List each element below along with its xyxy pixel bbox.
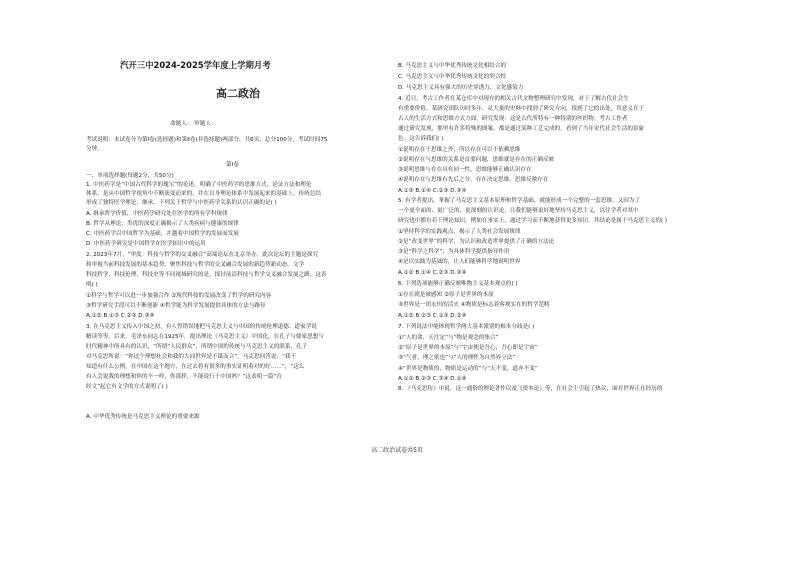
left-line: A. 中华优秀传统是马克思主义理论的重要来源 [86,414,200,420]
right-line: ③“气者，理之依也”与“人的理性为自然界立法” [398,355,516,361]
section-heading: 一、单项选择题(每题2分，共50分) [86,173,174,179]
page-footer: 高二政治试卷共5页 [371,447,423,454]
right-line: A.①② B.②③ C.③④ D.①④ [398,376,467,382]
right-line: 4. 近日，考古工作者在某仓库中对现存的相关古代文物整理研究中发现，对于了解古代社会生 [398,96,629,102]
left-line: 明( ) [86,282,98,288]
volume-title: 第Ⅰ卷 [226,162,239,168]
notice-line-1: 考试说明：本试卷分为第Ⅰ卷(选择题)和第Ⅱ卷(非选择题)两部分，共6页，总分100分，考试时间75 [86,137,328,143]
right-line: ④是以实践为基础的，让人们能够科学地说明世界 [398,259,521,265]
left-line: 知道有什么公例，在中国在这个地方，在过去将有很多的事实证明着对的好……”，“这么 [86,364,305,370]
left-line: 1. 中医药学是“中国古代科学的瑰宝”的论述，明确了中医药学的思维方式、论证方法和理论 [86,182,312,188]
right-line: A.①② B.①④ C.②③ D.③④ [398,270,467,276]
right-line: 5. 有学者提出，掌握了马克思主义基本原理和哲学基础，就能形成一个完整的一套思维，又因为了 [398,198,641,204]
subject-title: 高二政治 [216,87,260,100]
right-line: ②说明存在与思维的关系是首要问题，思维就是存在的正确反映 [398,157,555,163]
right-line: 6. 下列选项能够正确反映唯物主义基本观点的( ) [398,281,518,287]
left-line: A.①② B.①③ C.②③ D.③④ [86,313,155,319]
left-line: ③哲学研究手段可以不断创新 ④哲学能为科学发展提供具体的方法与路径 [86,303,266,309]
right-line: ④说明存在与思维有先后之分，存在决定思维，思维反映存在 [398,177,549,183]
left-line: 时代精神中所具有的认识，“所谓“人民群众”，所谓中国的传统与马克思主义的联系，孔子 [86,344,308,350]
right-line: ④“世界是物质的，物质是运动的”与“天不变，道亦不变” [398,366,538,372]
right-line: ③是“科学之科学”，为具体科学提供指导作用 [398,249,510,255]
left-line: ①科学与哲学可以进一步加强合作 ②现代科技的发展改变了哲学的研究内容 [86,293,272,299]
right-line: ①说明存在于思维之外，所以存在可以不依赖思维 [398,147,521,153]
right-line: 通过研究发现，那里有许多特殊的图案，都是通过某种工艺完成的，看到了当年宋代社会生活的景象 [398,126,645,132]
left-line: 3. 在马克思主义传入中国之初，有人曾错误地把马克思主义与中国的传统伦理道德、道家学说 [86,324,317,330]
left-line: 对马克思所说：“你这个理想社会和我的大同世界是不谋而合”。马克思回答说：“我不 [86,354,297,360]
right-line: D. 马克思主义具有强大的历史穿透力、文化感染力 [398,85,524,91]
left-line: 体系。是从中国哲学视角中不断演变而来的，并在自身理论体系中发展起来的基础上，传统总结 [86,191,321,197]
right-line: ②是“改变世界”的科学，为认识和改造世界提供了正确的方法论 [398,239,555,245]
right-line: ①坚持科学的实践观点，揭示了人类社会发展规律 [398,229,521,235]
left-line: 精读等等。后来，毛泽东同志在1925年，提出理论（马克思主义）中国化，在孔子与儒家思想与 [86,334,324,340]
right-line: 色。这告诉我们( ) [398,136,444,142]
left-line: C. 中医药学以中国哲学为基础，并越着中国哲学的发展而发展 [86,231,239,237]
left-line: 科技哲学、科技伦理、科技史等不同视域研究的是，探讨前沿科技与哲学交叉融合发展之路。这表 [86,272,327,278]
right-line: ②“原子是世界的本原”与“宇宙便是吾心，吾心即是宇宙” [398,345,538,351]
right-line: C. 马克思主义与中华优秀传统文化的契合性 [398,74,507,80]
right-line: 有重要价值。某研究团队历时多年，从大量的史料中找到了研究方向，找到了它的出处，其意义在于 [398,106,645,112]
right-line: 研究也中都有若干理论知识。例如在事实上，通过学习而不断地获得更多知识。其结论是属于马克思主义的( ) [398,218,668,224]
left-line: A. 继承哲学价值，中医药学研究处在医学的所有学科规律 [86,211,228,217]
right-line: B. 马克思主义与中华优秀传统文化相结合的 [398,63,507,69]
left-line: 有人会说我的理想和你的不一样，你那样，不能说行于中国吗？”这表明一篇“育 [86,374,282,380]
right-line: 一个更全面的、更广泛的、更深刻的认识论，让我们能够更好地坚持马克思主义，以往学者对其中 [398,208,639,214]
right-line: ①存在就是被感知 ②原子是世界的本原 [398,292,494,298]
right-line: 8. 《马克思传》中说，这一通俗的理论著作以及《资本论》等，在社会上引起了热议，面对世界正在经历的 [398,386,663,392]
right-line: A.①③ B.①④ C.②③ D.③④ [398,188,467,194]
left-line: 2. 2023年7月，“审度：科技与哲学的交叉融合”高端论坛在北京举办，此次论坛的主题是探究 [86,252,319,258]
author-line: 命题人： 审题人： [170,121,217,127]
right-line: ①“人的命，天注定”与“物是观念的集合” [398,335,499,341]
left-line: D. 中医药学研究是中国哲学在医学知识中的运用 [86,241,206,247]
right-line: 古人的生活方式和思维方式方面。研究发现：这是古代所特有一种特别的丝织物。考古工作者 [398,116,628,122]
left-line: 和审视当前科技发展的基本趋势、聚焦科技与哲学的交叉融合发展的新趋势新动态。文学 [86,262,305,268]
left-line: 经文”起它有文学的方式说明了( ) [86,384,168,390]
left-line: B. 哲学从理论、类优的深度正确揭示了人类疾病与健康的规律 [86,221,239,227]
exam-title: 汽开三中2024-2025学年度上学期月考 [120,60,271,70]
right-line: A.①② B.②③ C.①③ D.②④ [398,313,467,319]
notice-line-2: 分钟。 [86,146,103,152]
right-line: 7. 下列说法中能体现哲学两大基本派别的根本分歧是( ) [398,324,535,330]
left-line: 形成了独特医学理论，继承、下列关于哲学与中医药学关系的认识正确的是( ) [86,200,277,206]
right-line: ③说明思维与存在具有同一性，思维能够正确认识存在 [398,167,532,173]
right-line: ③世界是一团永恒的活火 ④物质是标志着客观实在的哲学范畴 [398,302,550,308]
